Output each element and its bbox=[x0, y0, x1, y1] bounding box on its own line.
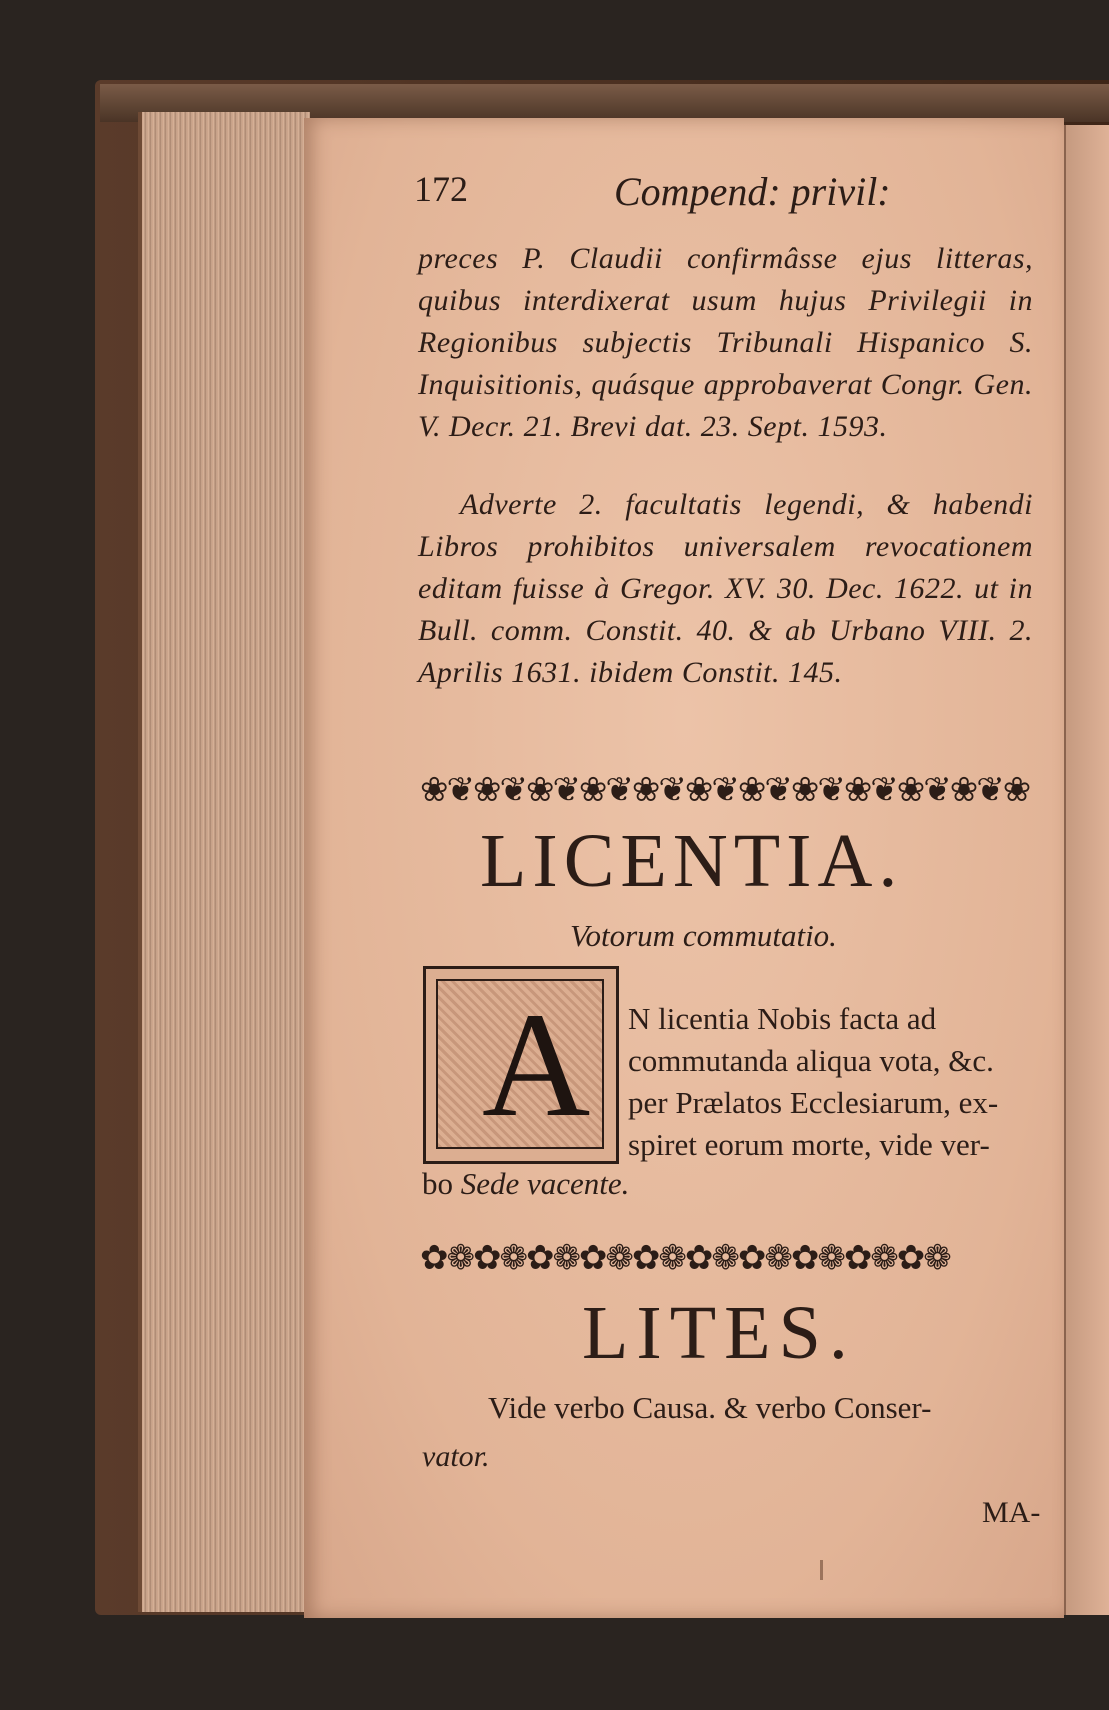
paragraph-2: Adverte 2. facultatis legendi, & habendi Libros prohibitos universalem revocationem editam fuisse à Gregor. XV. 30. Dec. 1622. ut in Bull. comm. Constit. 40. & ab Urbano VIII. 2. Aprilis 1631. ibidem Constit. 145. bbox=[418, 488, 1033, 689]
licentia-text bbox=[628, 998, 1038, 1166]
ornament-band-1: ❀❦❀❦❀❦❀❦❀❦❀❦❀❦❀❦❀❦❀❦❀❦❀ bbox=[420, 772, 1030, 809]
licentia-text-tail bbox=[422, 1166, 629, 1202]
section-heading-licentia: LICENTIA. bbox=[480, 819, 904, 903]
text-line: N licentia Nobis facta ad bbox=[628, 1001, 937, 1036]
tail-plain: bo bbox=[422, 1166, 461, 1201]
text-line: per Prælatos Ecclesiarum, ex- bbox=[628, 1085, 999, 1120]
tail-italic: Sede vacente. bbox=[460, 1166, 630, 1201]
running-head: Compend: privil: bbox=[614, 169, 891, 214]
text-line: spiret eorum morte, vide ver- bbox=[628, 1127, 990, 1162]
section-subheading: Votorum commutatio. bbox=[570, 918, 837, 953]
paragraph-1: preces P. Claudii confirmâsse ejus litteras, quibus interdixerat usum hujus Privilegii in Regionibus subjectis Tribunali Hispanico S. Inquisitionis, quásque approbaverat Congr. Gen. V. Decr. 21. Brevi dat. 23. Sept. 1593. bbox=[418, 242, 1033, 443]
section-heading-lites: LITES. bbox=[582, 1291, 856, 1375]
ornament-band-2: ✿❁✿❁✿❁✿❁✿❁✿❁✿❁✿❁✿❁✿❁ bbox=[420, 1240, 950, 1277]
page-stack-edge bbox=[138, 112, 310, 1612]
text-line: commutanda aliqua vota, &c. bbox=[628, 1043, 994, 1078]
lites-text-line-2: vator. bbox=[422, 1440, 490, 1473]
catchword: MA- bbox=[982, 1496, 1041, 1529]
initial-ornament-frame bbox=[436, 979, 604, 1149]
initial-letter: A bbox=[482, 982, 591, 1148]
page-header bbox=[414, 168, 1034, 212]
facing-page-edge bbox=[1064, 125, 1109, 1615]
decorated-initial bbox=[423, 966, 619, 1164]
lites-text-line-1: Vide verbo Causa. & verbo Conser- bbox=[488, 1390, 932, 1425]
page-number: 172 bbox=[414, 169, 468, 209]
paper-speck bbox=[820, 1560, 823, 1580]
